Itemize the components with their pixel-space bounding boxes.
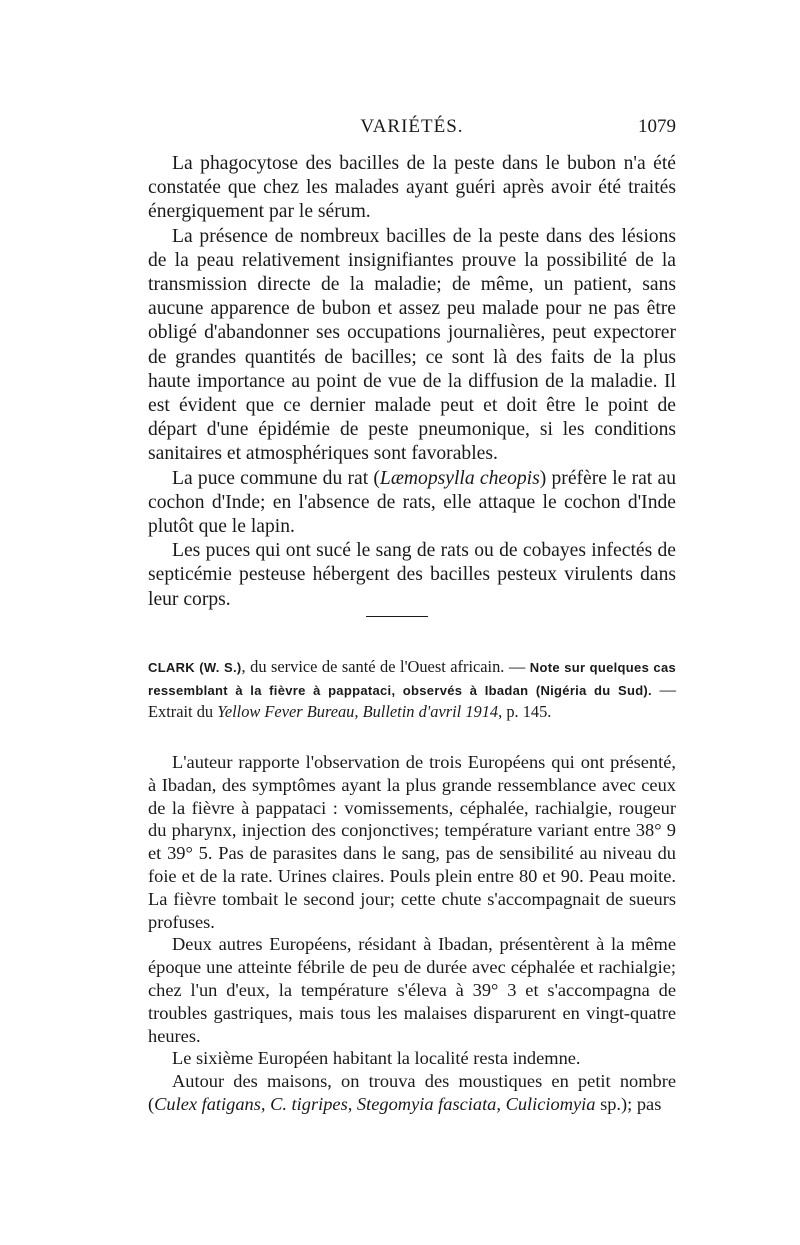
reference-entry bbox=[148, 656, 676, 723]
page-number: 1079 bbox=[638, 116, 676, 137]
reference-year: 1914 bbox=[465, 702, 499, 721]
paragraph-other-europeans: Deux autres Européens, résidant à Ibadan, présentèrent à la même époque une atteinte fébrile de peu de durée avec céphalée et rachialgie; chez l'un d'eux, la température s'éleva à 39° 3 et s'accompagna de troubles gastriques, mais tous les malaises disparurent en vingt-quatre heures. bbox=[148, 934, 676, 1046]
paragraph-rat-flea: La puce commune du rat (Læmopsylla cheopis) préfère le rat au cochon d'Inde; en l'absence de rats, elle attaque le cochon d'Inde plutôt que le lapin. bbox=[148, 467, 676, 538]
reference-citation: CLARK (W. S.), du service de santé de l'Ouest africain. — Note sur quelques cas ressemblant à la fièvre à pappataci, observés à Ibadan (Nigéria du Sud). — Extrait du Yellow Fever Bureau, Bulletin d'avril 1914, p. 145. bbox=[148, 657, 676, 721]
paragraph-phagocytose: La phagocytose des bacilles de la peste dans le bubon n'a été constatée que chez les malades ayant guéri après avoir été traités énergiquement par le sérum. bbox=[148, 153, 676, 223]
reference-source: Yellow Fever Bureau, Bulletin d'avril bbox=[217, 702, 462, 721]
running-title: VARIÉTÉS. bbox=[360, 116, 464, 137]
species-name: Læmopsylla cheopis bbox=[379, 467, 540, 489]
paragraph-fleas-bacilli: Les puces qui ont sucé le sang de rats ou de cobayes infectés de septicémie pesteuse hébergent des bacilles pesteux virulents dans leur corps. bbox=[148, 540, 676, 610]
mosquito-species: Culex fatigans, C. tigripes, Stegomyia fasciata, Culiciomyia bbox=[154, 1093, 596, 1114]
section-divider bbox=[366, 616, 428, 617]
bottom-section bbox=[148, 751, 676, 1116]
paragraph-mosquitoes: Autour des maisons, on trouva des moustiques en petit nombre (Culex fatigans, C. tigripes, Stegomyia fasciata, Culiciomyia sp.); pas bbox=[148, 1071, 676, 1114]
top-section bbox=[148, 152, 676, 612]
reference-author: CLARK (W. S.) bbox=[148, 660, 242, 675]
paragraph-sixth-european: Le sixième Européen habitant la localité resta indemne. bbox=[172, 1048, 581, 1069]
paragraph-transmission: La présence de nombreux bacilles de la peste dans des lésions de la peau relativement insignifiantes prouve la possibilité de la transmission directe de la maladie; de même, un patient, sans aucune apparence de bubon et assez peu malade pour ne pas être obligé d'abandonner ses occupations journalières, peut expectorer de grandes quantités de bacilles; ce sont là des faits de la plus haute importance au point de vue de la diffusion de la maladie. Il est évident que ce dernier malade peut et doit être le point de départ d'une épidémie de peste pneumonique, si les conditions sanitaires et atmosphériques sont favorables. bbox=[148, 225, 676, 465]
page-header bbox=[148, 116, 676, 142]
reference-title: Note sur quelques cas ressemblant à la fièvre à pappataci, observés à Ibadan (Nigéria du Sud). bbox=[148, 660, 676, 698]
paragraph-observation: L'auteur rapporte l'observation de trois Européens qui ont présenté, à Ibadan, des symptômes ayant la plus grande ressemblance avec ceux de la fièvre à pappataci : vomissements, céphalée, rachialgie, rougeur du pharynx, injection des conjonctives; température variant entre 38° 9 et 39° 5. Pas de parasites dans le sang, pas de sensibilité au niveau du foie et de la rate. Urines claires. Pouls plein entre 80 et 90. Peau moite. La fièvre tombait le second jour; cette chute s'accompagnait de sueurs profuses. bbox=[148, 752, 676, 932]
